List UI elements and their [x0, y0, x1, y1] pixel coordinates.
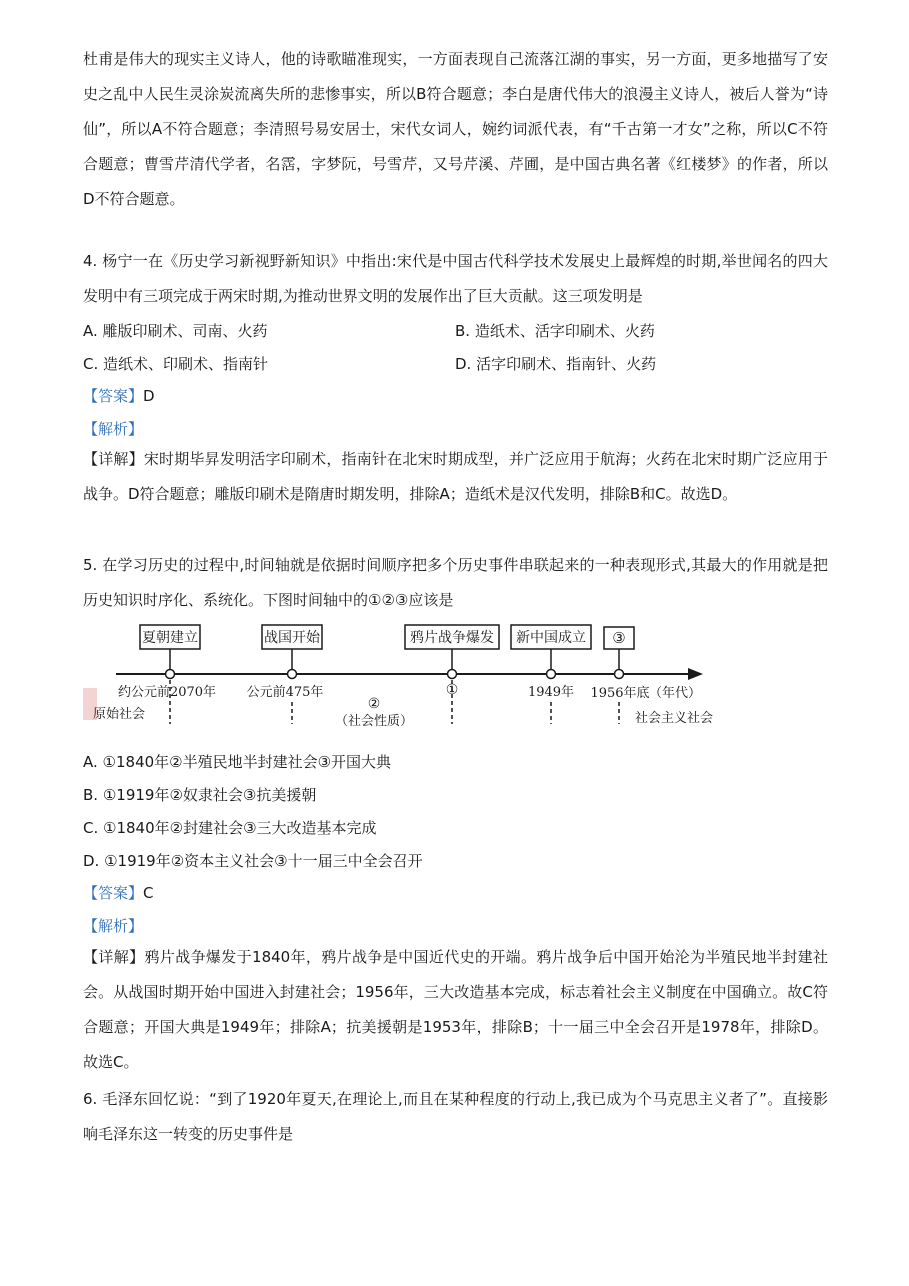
event-label: ③ [612, 629, 626, 647]
answer-tag: 【答案】 [83, 387, 144, 405]
answer-tag: 【答案】 [83, 884, 144, 902]
event-opium-war [405, 625, 499, 670]
question-4-stem: 4. 杨宁一在《历史学习新视野新知识》中指出:宋代是中国古代科学技术发展史上最辉煌的时期,举世闻名的四大发明中有三项完成于两宋时期,为推动世界文明的发展作出了巨大贡献。这三项发明是 [83, 252, 828, 305]
question-4-option-a: A. 雕版印刷术、司南、火药 [83, 322, 268, 340]
question-6-stem: 6. 毛泽东回忆说：“到了1920年夏天,在理论上,而且在某种程度的行动上,我已成为个马克思主义者了”。直接影响毛泽东这一转变的历史事件是 [83, 1090, 828, 1143]
question-5-option-c: C. ①1840年②封建社会③三大改造基本完成 [83, 819, 377, 837]
event-warring-states [262, 625, 322, 670]
question-5-stem: 5. 在学习历史的过程中,时间轴就是依据时间顺序把多个历史事件串联起来的一种表现形式,其最大的作用就是把历史知识时序化、系统化。下图时间轴中的①②③应该是 [83, 556, 828, 609]
detail-tag: 【详解】 [83, 948, 145, 966]
question-5-option-d: D. ①1919年②资本主义社会③十一届三中全会召开 [83, 852, 423, 870]
detail-text: 鸦片战争爆发于1840年，鸦片战争是中国近代史的开端。鸦片战争后中国开始沦为半殖民地半封建社会。从战国时期开始中国进入封建社会；1956年，三大改造基本完成，标志着社会主义制度在中国确立。故C符合题意；开国大典是1949年；排除A；抗美援朝是1953年，排除B；十一届三中全会召开是1978年，排除D。故选C。 [83, 948, 828, 1071]
date-label: 1956年底 [590, 686, 650, 701]
event-new-china [511, 625, 591, 670]
answer-value: C [143, 884, 154, 902]
node-1956 [615, 670, 624, 679]
question-5-analysis-tag [83, 916, 143, 936]
society-socialist: 社会主义社会 [635, 711, 714, 726]
analysis-tag: 【解析】 [83, 420, 144, 438]
question-5-answer [83, 883, 154, 903]
node-xia [166, 670, 175, 679]
event-label: 新中国成立 [516, 630, 586, 646]
question-4-option-c: C. 造纸术、印刷术、指南针 [83, 355, 269, 373]
date-label: 1949年 [527, 685, 575, 700]
question-4-answer [83, 386, 155, 406]
society-primitive: 原始社会 [93, 707, 146, 722]
society-mark: ② [367, 696, 381, 712]
event-label: 战国开始 [264, 630, 320, 646]
answer-value: D [143, 387, 155, 405]
node-new-china [547, 670, 556, 679]
question-4-option-b: B. 造纸术、活字印刷术、火药 [455, 322, 655, 340]
question-4-analysis-tag [83, 419, 143, 439]
question-4-option-d: D. 活字印刷术、指南针、火药 [455, 355, 657, 373]
detail-tag: 【详解】 [83, 450, 144, 468]
intro-paragraph: 杜甫是伟大的现实主义诗人，他的诗歌瞄准现实，一方面表现自己流落江湖的事实，另一方面，更多地描写了安史之乱中人民生灵涂炭流离失所的悲惨事实，所以B符合题意；李白是唐代伟大的浪漫主义诗人，被后人誉为“诗仙”，所以A不符合题意；李清照号易安居士，宋代女词人，婉约词派代表，有“千古第一才女”之称，所以C不符合题意；曹雪芹清代学者，名霑，字梦阮，号雪芹，又号芹溪、芹圃，是中国古典名著《红楼梦》的作者，所以D不符合题意。 [83, 50, 828, 208]
question-5-detail [83, 940, 828, 1080]
timeline-svg [83, 620, 728, 740]
timeline-figure [83, 620, 728, 740]
question-5-option-b: B. ①1919年②奴隶社会③抗美援朝 [83, 786, 317, 804]
node-warring-states [288, 670, 297, 679]
analysis-tag: 【解析】 [83, 917, 144, 935]
detail-text: 宋时期毕昇发明活字印刷术，指南针在北宋时期成型，并广泛应用于航海；火药在北宋时期广泛应用于战争。D符合题意；雕版印刷术是隋唐时期发明，排除A；造纸术是汉代发明，排除B和C。故选D。 [83, 450, 828, 503]
event-3 [604, 627, 634, 670]
timeline-arrow [688, 668, 703, 680]
node-opium-war [448, 670, 457, 679]
question-4-detail [83, 442, 828, 512]
event-label: 夏朝建立 [142, 630, 198, 646]
event-xia [140, 625, 200, 670]
date-label: ① [445, 682, 459, 698]
date-label: 约公元前2070年 [117, 685, 217, 700]
axis-unit: （年代） [649, 686, 702, 701]
event-label: 鸦片战争爆发 [410, 630, 494, 646]
society-nature: （社会性质） [334, 714, 414, 729]
date-label: 公元前475年 [246, 685, 324, 700]
question-5-option-a: A. ①1840年②半殖民地半封建社会③开国大典 [83, 753, 392, 771]
